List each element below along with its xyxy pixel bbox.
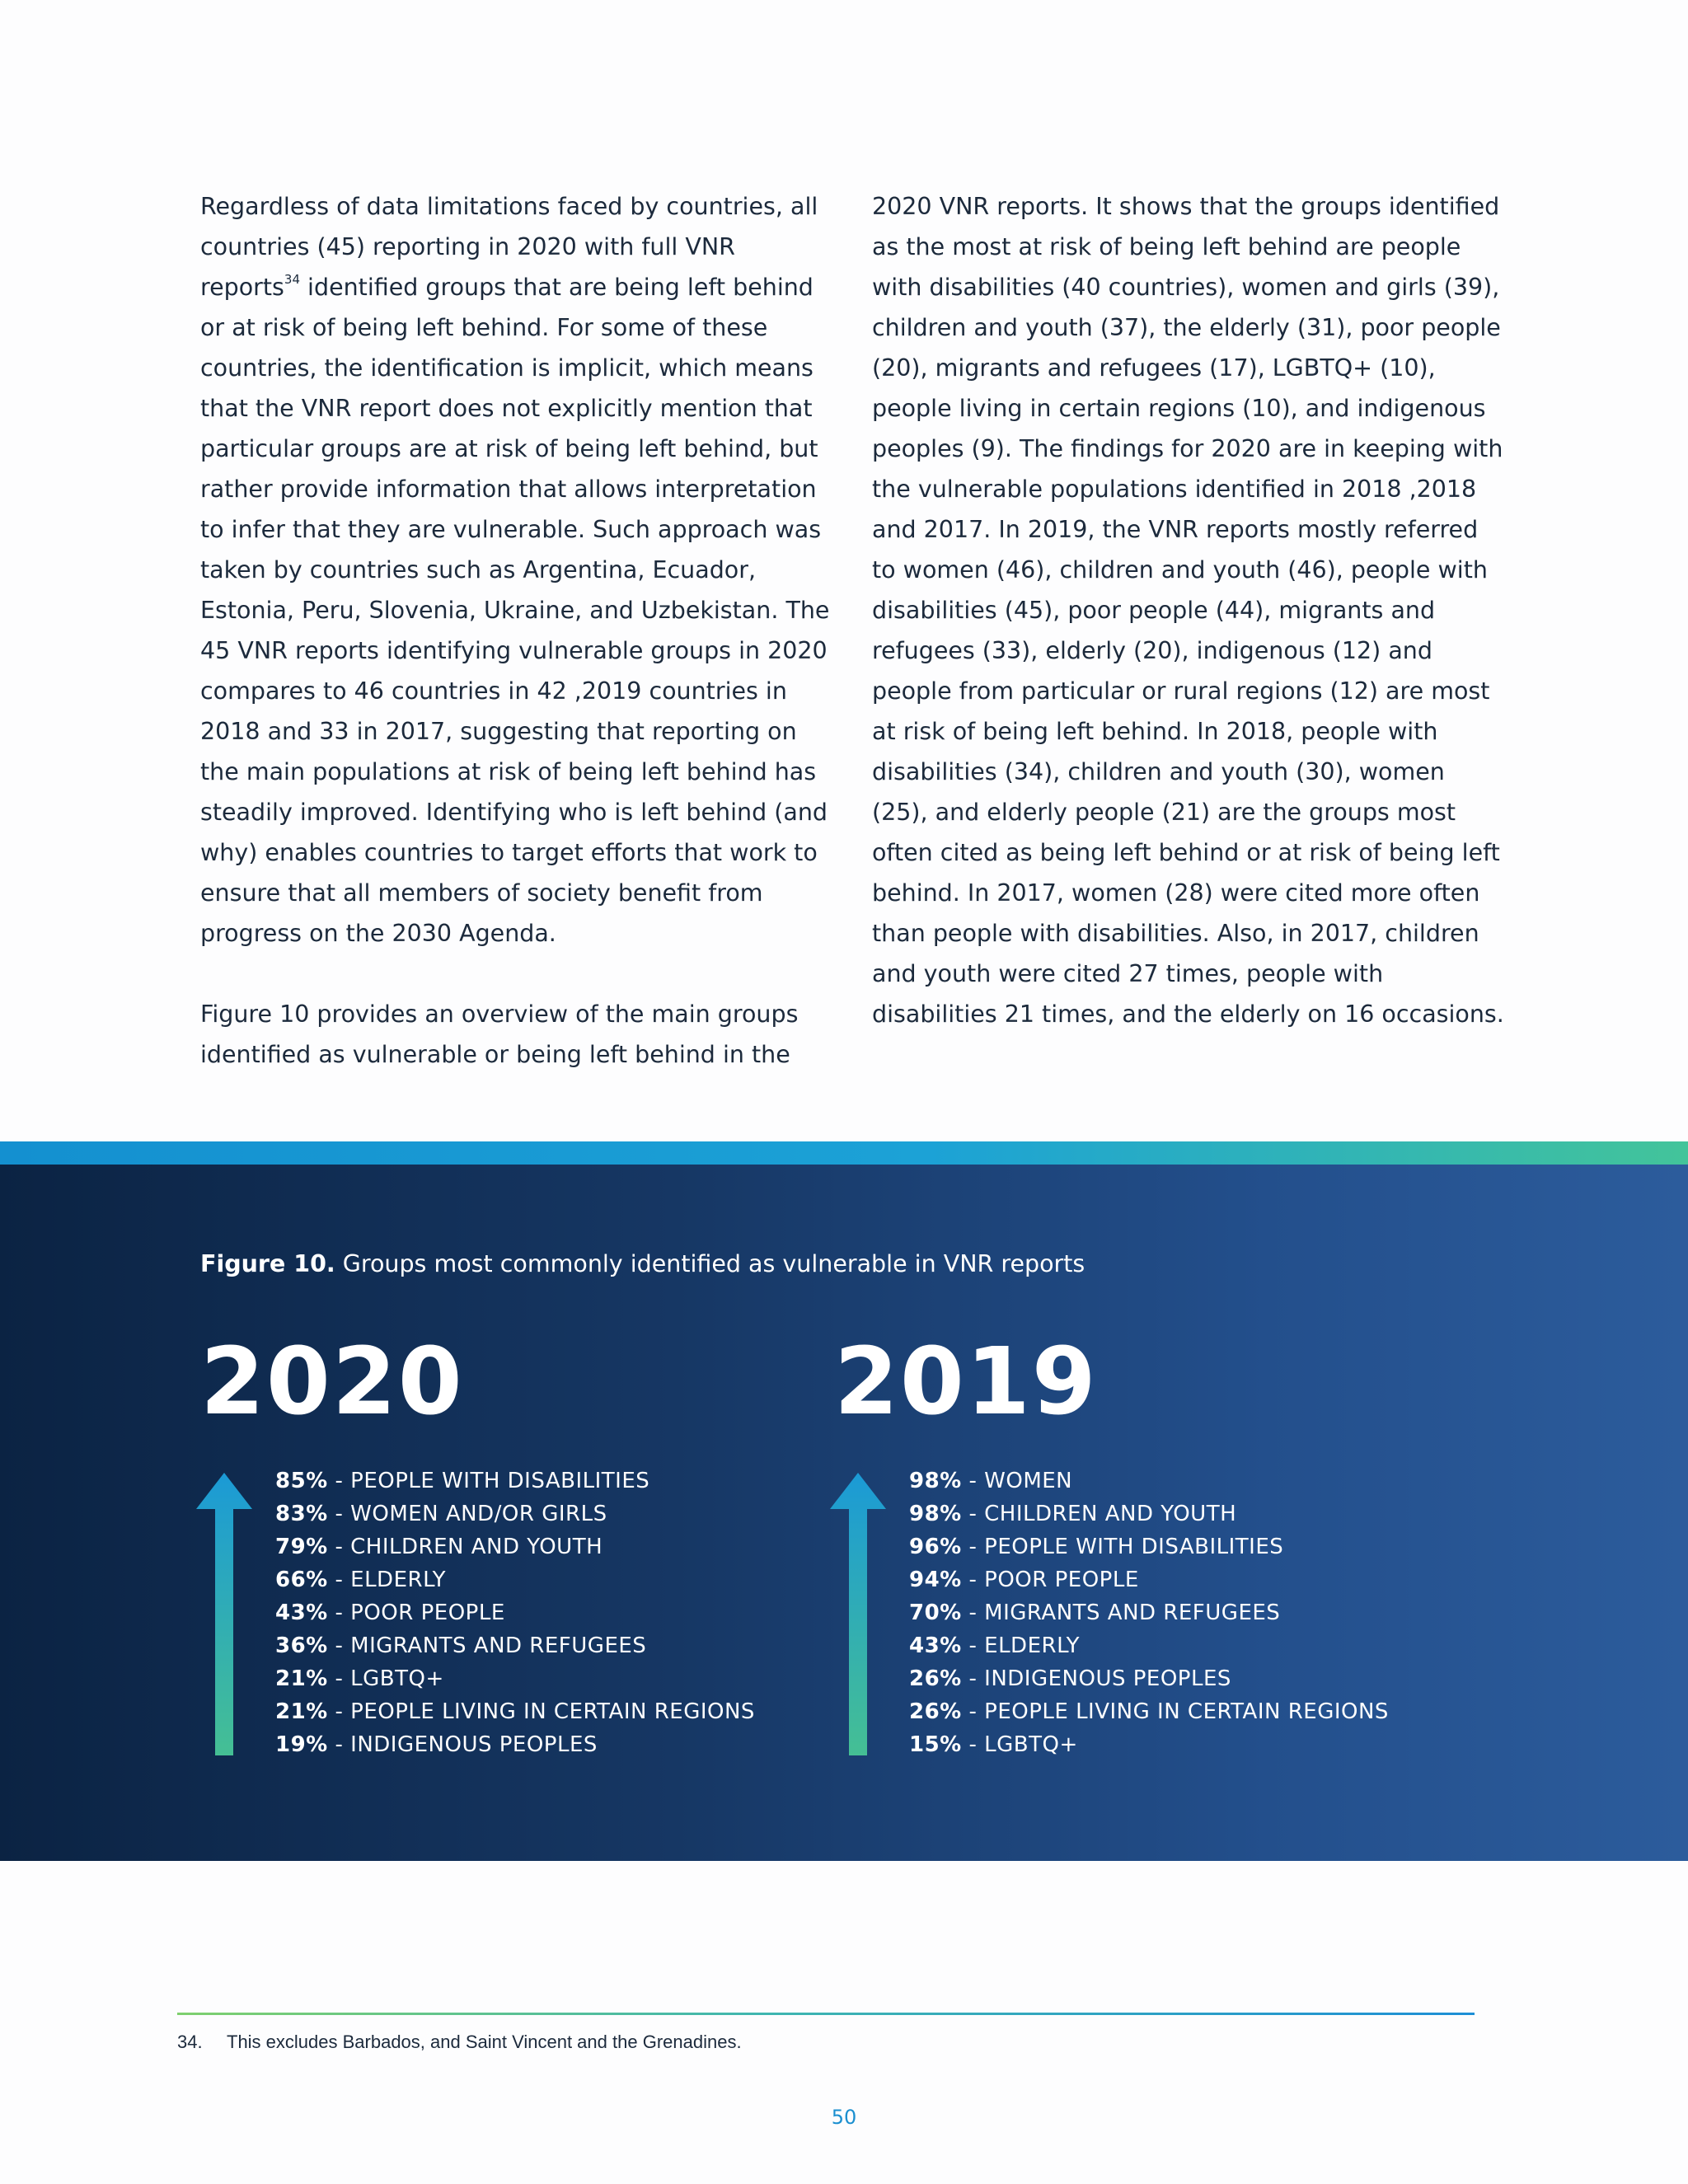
body-paragraph: Regardless of data limitations faced by countries, all countries (45) reporting in 2020 with full VNR reports$^{34}$ identified groups that are being left behind or at risk of being left behind. For some of these countries, the identification is implicit, which means that the VNR report does not explicitly mention that particular groups are at risk of being left behind, but rather provide information that allows interpretation to infer that they are vulnerable. Such approach was taken by countries such as Argentina, Ecuador, Estonia, Peru, Slovenia, Ukraine, and Uzbekistan. The 45 VNR reports identifying vulnerable groups in 2020 compares to 46 countries in 42 ,2019 countries in 2018 and 33 in 2017, suggesting that reporting on the main populations at risk of being left behind has steadily improved. Identifying who is left behind (and why) enables countries to target efforts that work to ensure that all members of society benefit from progress on the 2030 Agenda. (200, 193, 830, 947)
footnote-reference[interactable]: 34 (284, 272, 300, 287)
list-item: 19% - INDIGENOUS PEOPLES (275, 1732, 598, 1757)
body-paragraph: Figure 10 provides an overview of the main groups identified as vulnerable or being left behind in the (200, 1001, 799, 1068)
list-item: 21% - PEOPLE LIVING IN CERTAIN REGIONS (275, 1699, 755, 1724)
list-item: 43% - POOR PEOPLE (275, 1601, 505, 1625)
list-item: 70% - MIGRANTS AND REFUGEES (909, 1601, 1281, 1625)
figure-caption-text: Groups most commonly identified as vulnerable in VNR reports (335, 1250, 1085, 1277)
figure-caption (200, 1250, 1085, 1277)
body-column-left (200, 186, 835, 1075)
body-column-right (872, 186, 1507, 1034)
figure-label: Figure 10. (200, 1250, 335, 1277)
list-item: 36% - MIGRANTS AND REFUGEES (275, 1633, 647, 1658)
vulnerable-groups-list-2019 (909, 1465, 1389, 1761)
list-item: 43% - ELDERLY (909, 1633, 1080, 1658)
footnote-divider (177, 2013, 1475, 2015)
list-item: 21% - LGBTQ+ (275, 1666, 444, 1691)
up-arrow-icon (196, 1473, 252, 1755)
list-item: 83% - WOMEN AND/OR GIRLS (275, 1502, 607, 1526)
list-item: 79% - CHILDREN AND YOUTH (275, 1535, 603, 1559)
list-item: 85% - PEOPLE WITH DISABILITIES (275, 1469, 650, 1493)
accent-strip (0, 1141, 1688, 1165)
figure-panel (0, 1165, 1688, 1861)
footnote (177, 2032, 742, 2053)
list-item: 96% - PEOPLE WITH DISABILITIES (909, 1535, 1284, 1559)
page-number: 50 (831, 2106, 857, 2129)
list-item: 26% - PEOPLE LIVING IN CERTAIN REGIONS (909, 1699, 1389, 1724)
vulnerable-groups-list-2020 (275, 1465, 755, 1761)
up-arrow-icon (830, 1473, 886, 1755)
list-item: 98% - WOMEN (909, 1469, 1073, 1493)
list-item: 26% - INDIGENOUS PEOPLES (909, 1666, 1231, 1691)
list-item: 94% - POOR PEOPLE (909, 1568, 1139, 1592)
year-heading-2019: 2019 (834, 1329, 1098, 1436)
body-paragraph: 2020 VNR reports. It shows that the groups identified as the most at risk of being left behind are people with disabilities (40 countries), women and girls (39), children and youth (37), the elderly (31), poor people (20), migrants and refugees (17), LGBTQ+ (10), people living in certain regions (10), and indigenous peoples (9). The findings for 2020 are in keeping with the vulnerable populations identified in 2018 ,2018 and 2017. In 2019, the VNR reports mostly referred to women (46), children and youth (46), people with disabilities (45), poor people (44), migrants and refugees (33), elderly (20), indigenous (12) and people from particular or rural regions (12) are most at risk of being left behind. In 2018, people with disabilities (34), children and youth (30), women (25), and elderly people (21) are the groups most often cited as being left behind or at risk of being left behind. In 2017, women (28) were cited more often than people with disabilities. Also, in 2017, children and youth were cited 27 times, people with disabilities 21 times, and the elderly on 16 occasions. (872, 193, 1504, 1028)
list-item: 98% - CHILDREN AND YOUTH (909, 1502, 1237, 1526)
footnote-number: 34. (177, 2032, 203, 2052)
list-item: 15% - LGBTQ+ (909, 1732, 1078, 1757)
footnote-text: This excludes Barbados, and Saint Vincent and the Grenadines. (227, 2032, 742, 2052)
list-item: 66% - ELDERLY (275, 1568, 446, 1592)
year-heading-2020: 2020 (200, 1329, 464, 1436)
